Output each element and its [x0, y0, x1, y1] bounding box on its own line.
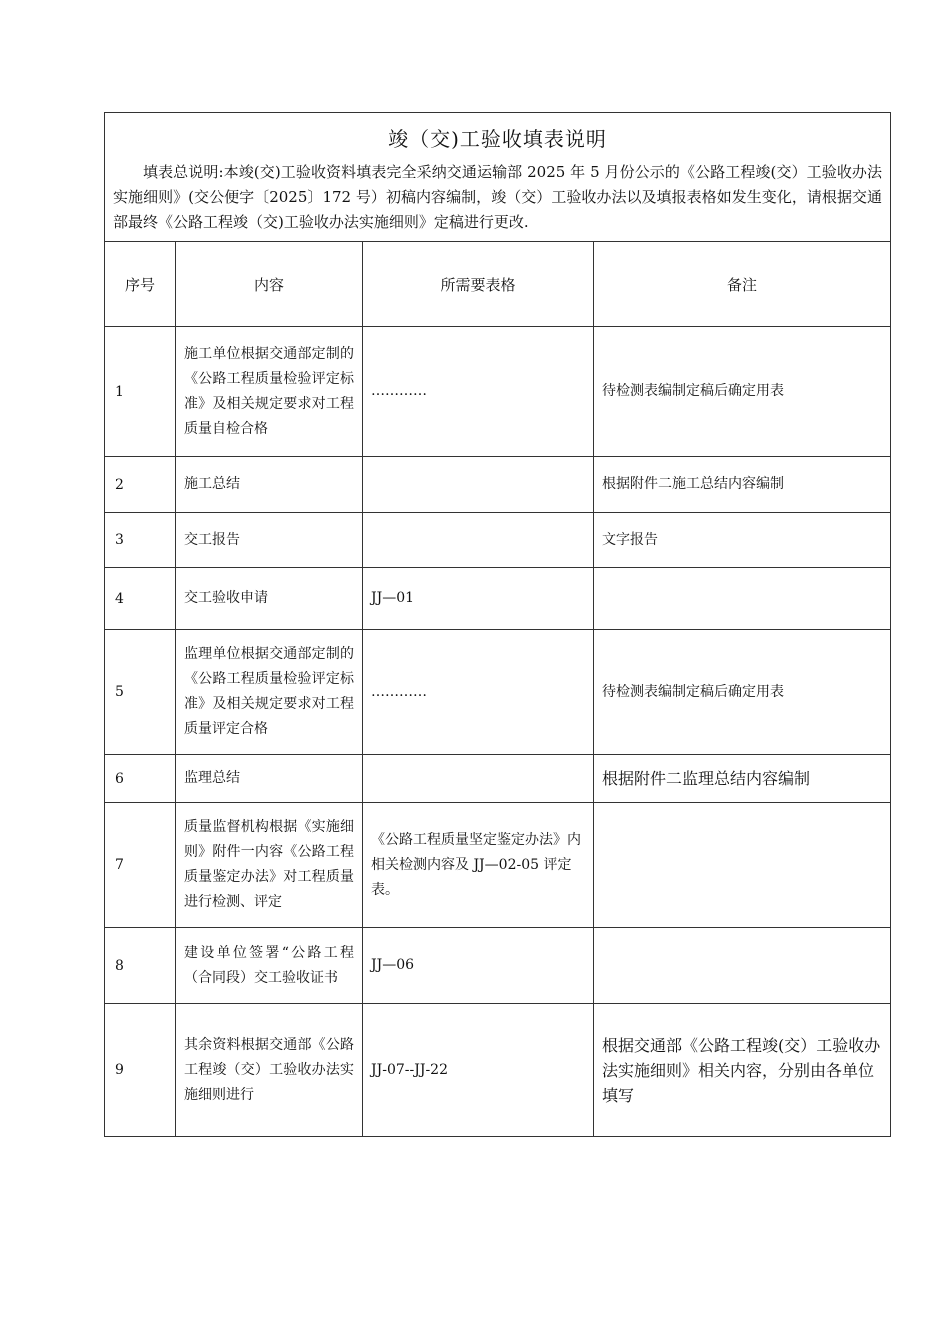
- row-notes: 待检测表编制定稿后确定用表: [594, 630, 891, 755]
- row-content: 其余资料根据交通部《公路工程竣（交）工验收办法实施细则进行: [176, 1004, 363, 1137]
- header-forms: 所需要表格: [363, 242, 594, 327]
- table-row: [105, 630, 891, 755]
- table-row: [105, 457, 891, 513]
- row-no: 4: [105, 568, 176, 630]
- row-no: 1: [105, 327, 176, 457]
- document-page: [104, 112, 890, 1137]
- table-row: [105, 327, 891, 457]
- row-notes: 文字报告: [594, 513, 891, 568]
- row-no: 3: [105, 513, 176, 568]
- row-forms: …………: [363, 630, 594, 755]
- row-forms: …………: [363, 327, 594, 457]
- header-no: 序号: [105, 242, 176, 327]
- row-notes: 待检测表编制定稿后确定用表: [594, 327, 891, 457]
- instructions-table: [104, 112, 891, 1137]
- intro-paragraph: 填表总说明:本竣(交)工验收资料填表完全采纳交通运输部 2025 年 5 月份公示的《公路工程竣(交）工验收办法实施细则》(交公便字〔2025〕172 号）初稿内容编制，竣（交）工验收办法以及填报表格如发生变化，请根据交通部最终《公路工程竣（交)工验收办法实施细则》定稿进行更改.: [113, 163, 883, 231]
- row-forms: [363, 513, 594, 568]
- row-forms: JJ—06: [363, 928, 594, 1004]
- row-no: 5: [105, 630, 176, 755]
- row-notes: [594, 568, 891, 630]
- row-content: 交工报告: [176, 513, 363, 568]
- table-row: [105, 803, 891, 928]
- row-forms: [363, 457, 594, 513]
- table-row: [105, 755, 891, 803]
- row-content: 施工总结: [176, 457, 363, 513]
- table-row: [105, 1004, 891, 1137]
- row-forms: JJ—01: [363, 568, 594, 630]
- row-notes: 根据交通部《公路工程竣(交）工验收办法实施细则》相关内容，分别由各单位填写: [594, 1004, 891, 1137]
- row-notes: [594, 928, 891, 1004]
- row-content: 质量监督机构根据《实施细则》附件一内容《公路工程质量鉴定办法》对工程质量进行检测、评定: [176, 803, 363, 928]
- header-notes: 备注: [594, 242, 891, 327]
- row-no: 2: [105, 457, 176, 513]
- table-row: [105, 928, 891, 1004]
- table-header-row: [105, 242, 891, 327]
- row-forms: 《公路工程质量坚定鉴定办法》内相关检测内容及 JJ—02-05 评定表。: [363, 803, 594, 928]
- row-no: 8: [105, 928, 176, 1004]
- row-notes: [594, 803, 891, 928]
- table-row: [105, 513, 891, 568]
- row-content: 施工单位根据交通部定制的《公路工程质量检验评定标准》及相关规定要求对工程质量自检合格: [176, 327, 363, 457]
- row-content: 监理总结: [176, 755, 363, 803]
- row-forms: JJ-07--JJ-22: [363, 1004, 594, 1137]
- title-cell: [105, 113, 891, 242]
- row-content: 建设单位签署“公路工程（合同段）交工验收证书: [176, 928, 363, 1004]
- row-forms: [363, 755, 594, 803]
- row-content: 交工验收申请: [176, 568, 363, 630]
- row-content: 监理单位根据交通部定制的《公路工程质量检验评定标准》及相关规定要求对工程质量评定合格: [176, 630, 363, 755]
- row-no: 6: [105, 755, 176, 803]
- row-notes: 根据附件二施工总结内容编制: [594, 457, 891, 513]
- row-no: 9: [105, 1004, 176, 1137]
- header-content: 内容: [176, 242, 363, 327]
- row-notes: 根据附件二监理总结内容编制: [594, 755, 891, 803]
- table-row: [105, 568, 891, 630]
- row-no: 7: [105, 803, 176, 928]
- page-title: 竣（交)工验收填表说明: [388, 127, 607, 151]
